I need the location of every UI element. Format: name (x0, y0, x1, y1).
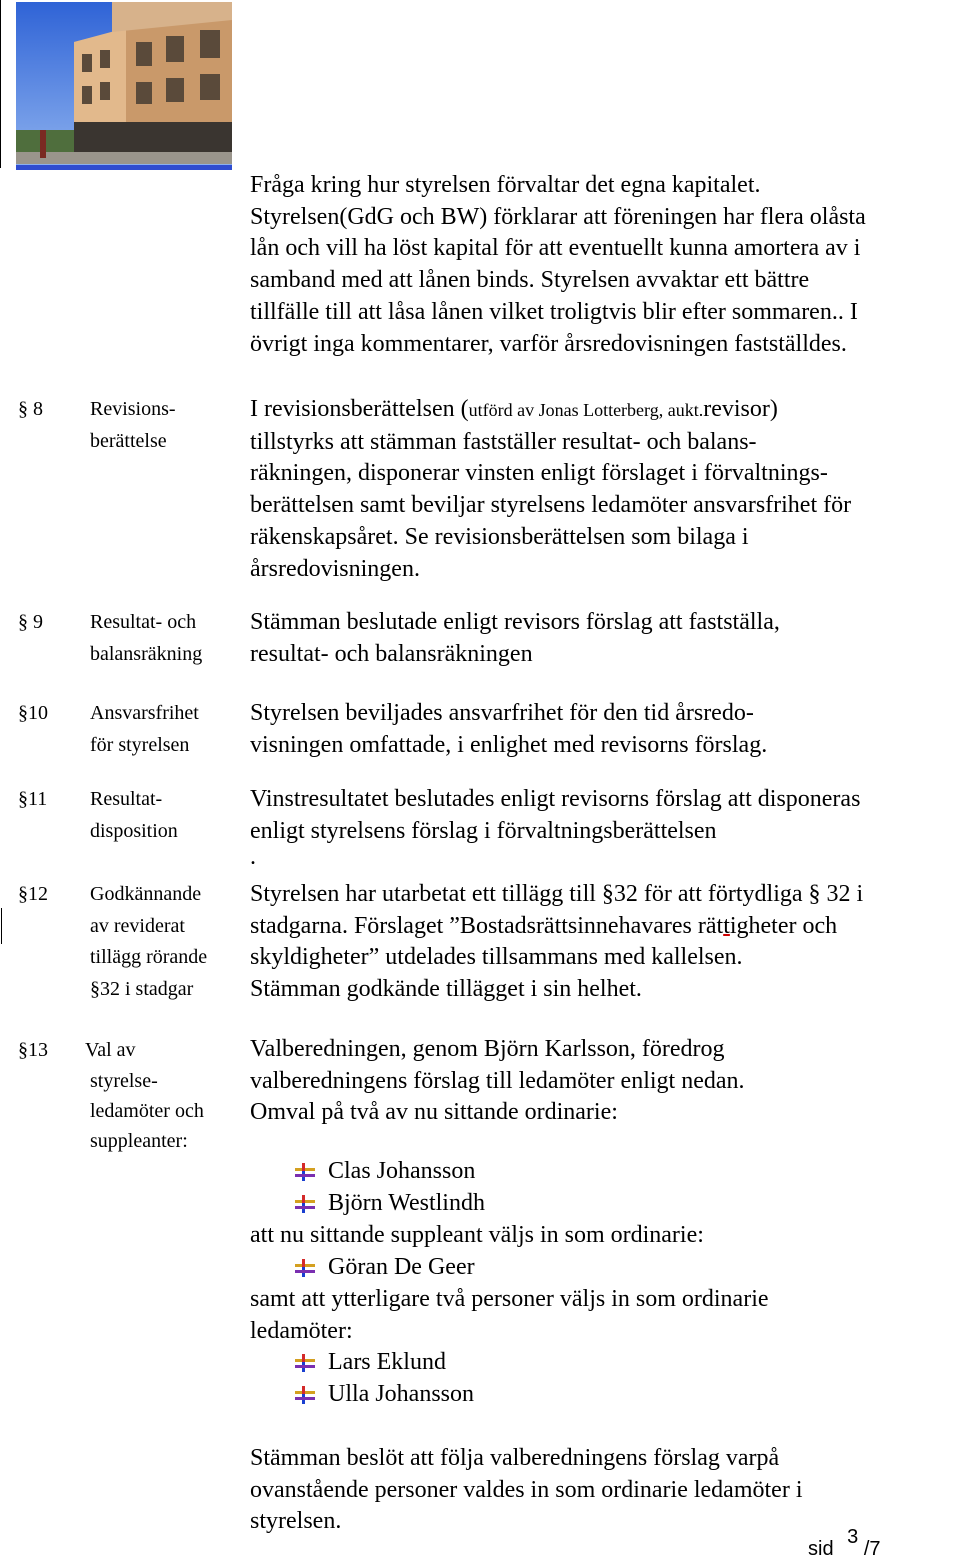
header-photo (16, 2, 232, 170)
body-line: enligt styrelsens förslag i förvaltningsberättelsen (250, 817, 717, 844)
page-total: /7 (863, 1538, 881, 1560)
body-line: Valberedningen, genom Björn Karlsson, föredrog (250, 1036, 725, 1062)
section-number: 9 (33, 611, 43, 633)
intro-line: Fråga kring hur styrelsen förvaltar det egna kapitalet. (250, 172, 761, 198)
section-8-title (90, 394, 176, 457)
section-title-line: balansräkning (90, 642, 203, 665)
intro-line: tillfälle till att låsa lånen vilket troligtvis blir efter sommaren.. I (250, 298, 858, 325)
body-line: Styrelsen beviljades ansvarfrihet för den tid årsredo- (250, 700, 754, 726)
body-line: visningen omfattade, i enlighet med revisorns förslag. (250, 731, 768, 758)
section-9-heading (18, 607, 43, 639)
section-11-body (250, 784, 861, 871)
member-name: Björn Westlindh (328, 1189, 485, 1216)
bullet-icon (294, 1162, 316, 1182)
section-number: 13 (28, 1039, 48, 1061)
body-line: ovanstående personer valdes in som ordinarie ledamöter i (250, 1476, 803, 1503)
section-title-line: Val av (85, 1039, 136, 1061)
member-name: Clas Johansson (328, 1158, 476, 1184)
section-title-line: Revisions- (90, 398, 176, 420)
section-title-line: Resultat- och (90, 611, 197, 633)
body-line: skyldigheter” utdelades tillsammans med kallelsen. (250, 944, 743, 971)
body-line: berättelsen samt beviljar styrelsens ledamöter ansvarsfrihet för (250, 492, 852, 519)
body-line: valberedningens förslag till ledamöter enligt nedan. (250, 1067, 745, 1094)
body-line: Stämman beslutade enligt revisors förslag att fastställa, (250, 609, 780, 635)
bullet-icon (294, 1353, 316, 1373)
intro-paragraph (250, 170, 866, 360)
body-line: samt att ytterligare två personer väljs in som ordinarie (250, 1286, 769, 1312)
section-title-line: för styrelsen (90, 733, 190, 756)
section-sign: § (18, 702, 28, 724)
bullet-icon (294, 1385, 316, 1405)
section-number: 8 (33, 398, 43, 420)
section-sign: § (18, 1039, 28, 1061)
body-line: stadgarna. Förslaget ”Bostadsrättsinnehavares rättigheter och (250, 912, 838, 939)
body-line: I revisionsberättelsen (utförd av Jonas Lotterberg, aukt.revisor) (250, 396, 778, 422)
body-line: Omval på två av nu sittande ordinarie: (250, 1099, 618, 1126)
body-line: tillstyrks att stämman fastställer resultat- och balans- (250, 428, 757, 455)
section-12-body (250, 879, 863, 1006)
revision-bar (0, 0, 1, 168)
section-title-line: Godkännande (90, 883, 202, 905)
body-line: räkningen, disponerar vinsten enligt förslaget i förvaltnings- (250, 460, 828, 487)
section-title-line: Ansvarsfrihet (90, 702, 199, 724)
body-line: Styrelsen har utarbetat ett tillägg till §32 för att förtydliga § 32 i (250, 881, 864, 907)
section-8-body (250, 394, 851, 585)
intro-line: Styrelsen(GdG och BW) förklarar att föreningen har flera olåsta (250, 203, 866, 230)
body-line: resultat- och balansräkningen (250, 640, 533, 667)
section-title-line: ledamöter och (90, 1100, 204, 1122)
section-title-line: av reviderat (90, 914, 185, 937)
section-sign: § (18, 611, 28, 633)
body-line: årsredovisningen. (250, 555, 420, 582)
section-13-title-first (85, 1035, 136, 1067)
bullet-icon (294, 1194, 316, 1214)
section-10-heading (18, 698, 48, 730)
section-9-title (90, 607, 202, 670)
reelect-list (294, 1156, 485, 1219)
new-members-list (294, 1347, 474, 1410)
intro-line: samband med att lånen binds. Styrelsen avvaktar ett bättre (250, 267, 810, 294)
list-item (294, 1188, 485, 1220)
body-line: styrelsen. (250, 1508, 342, 1535)
body-line: Stämman godkände tillägget i sin helhet. (250, 976, 642, 1003)
member-name: Ulla Johansson (328, 1380, 474, 1407)
section-12-title (90, 879, 207, 1006)
intro-line: lån och vill ha löst kapital för att eventuellt kunna amortera av i (250, 235, 861, 262)
deputy-list (294, 1252, 475, 1284)
body-line: att nu sittande suppleant väljs in som ordinarie: (250, 1222, 704, 1248)
bullet-icon (294, 1258, 316, 1278)
list-item (294, 1156, 485, 1188)
list-item (294, 1252, 475, 1284)
body-line: . (250, 844, 256, 871)
list-item (294, 1379, 474, 1411)
section-number: 12 (28, 883, 48, 905)
deputy-intro (250, 1220, 704, 1252)
section-13-body (250, 1034, 745, 1129)
section-title-line: berättelse (90, 429, 167, 452)
page-number (808, 1526, 881, 1560)
tracked-change: t (723, 912, 730, 939)
page-label: sid (808, 1538, 834, 1560)
body-line: Stämman beslöt att följa valberedningens förslag varpå (250, 1445, 780, 1471)
section-sign: § (18, 883, 28, 905)
section-10-body (250, 698, 767, 761)
body-line: Vinstresultatet beslutades enligt revisorns förslag att disponeras (250, 786, 861, 812)
section-11-heading (18, 784, 47, 816)
section-10-title (90, 698, 199, 761)
section-title-line: suppleanter: (90, 1130, 188, 1152)
body-line: räkenskapsåret. Se revisionsberättelsen som bilaga i (250, 523, 749, 550)
page-current: 3 (847, 1526, 859, 1548)
more-intro (250, 1284, 769, 1347)
section-title-line: tillägg rörande (90, 946, 208, 969)
body-line: ledamöter: (250, 1317, 353, 1344)
section-13-heading (18, 1035, 48, 1067)
section-9-body (250, 607, 780, 670)
section-12-heading (18, 879, 48, 911)
section-sign: § (18, 398, 28, 420)
section-8-heading (18, 394, 43, 426)
section-title-line: Resultat- (90, 788, 163, 810)
list-item (294, 1347, 474, 1379)
member-name: Göran De Geer (328, 1254, 475, 1280)
section-number: 10 (28, 702, 48, 724)
section-title-line: §32 i stadgar (90, 978, 194, 1001)
section-title-line: styrelse- (90, 1070, 158, 1092)
section-13-title (90, 1066, 204, 1156)
section-sign: § (18, 788, 28, 810)
intro-line: övrigt inga kommentarer, varför årsredovisningen fastställdes. (250, 330, 847, 357)
closing-paragraph (250, 1443, 802, 1538)
section-title-line: disposition (90, 819, 178, 842)
section-number: 11 (28, 788, 48, 810)
section-11-title (90, 784, 178, 847)
member-name: Lars Eklund (328, 1349, 446, 1375)
revision-bar (1, 908, 2, 944)
